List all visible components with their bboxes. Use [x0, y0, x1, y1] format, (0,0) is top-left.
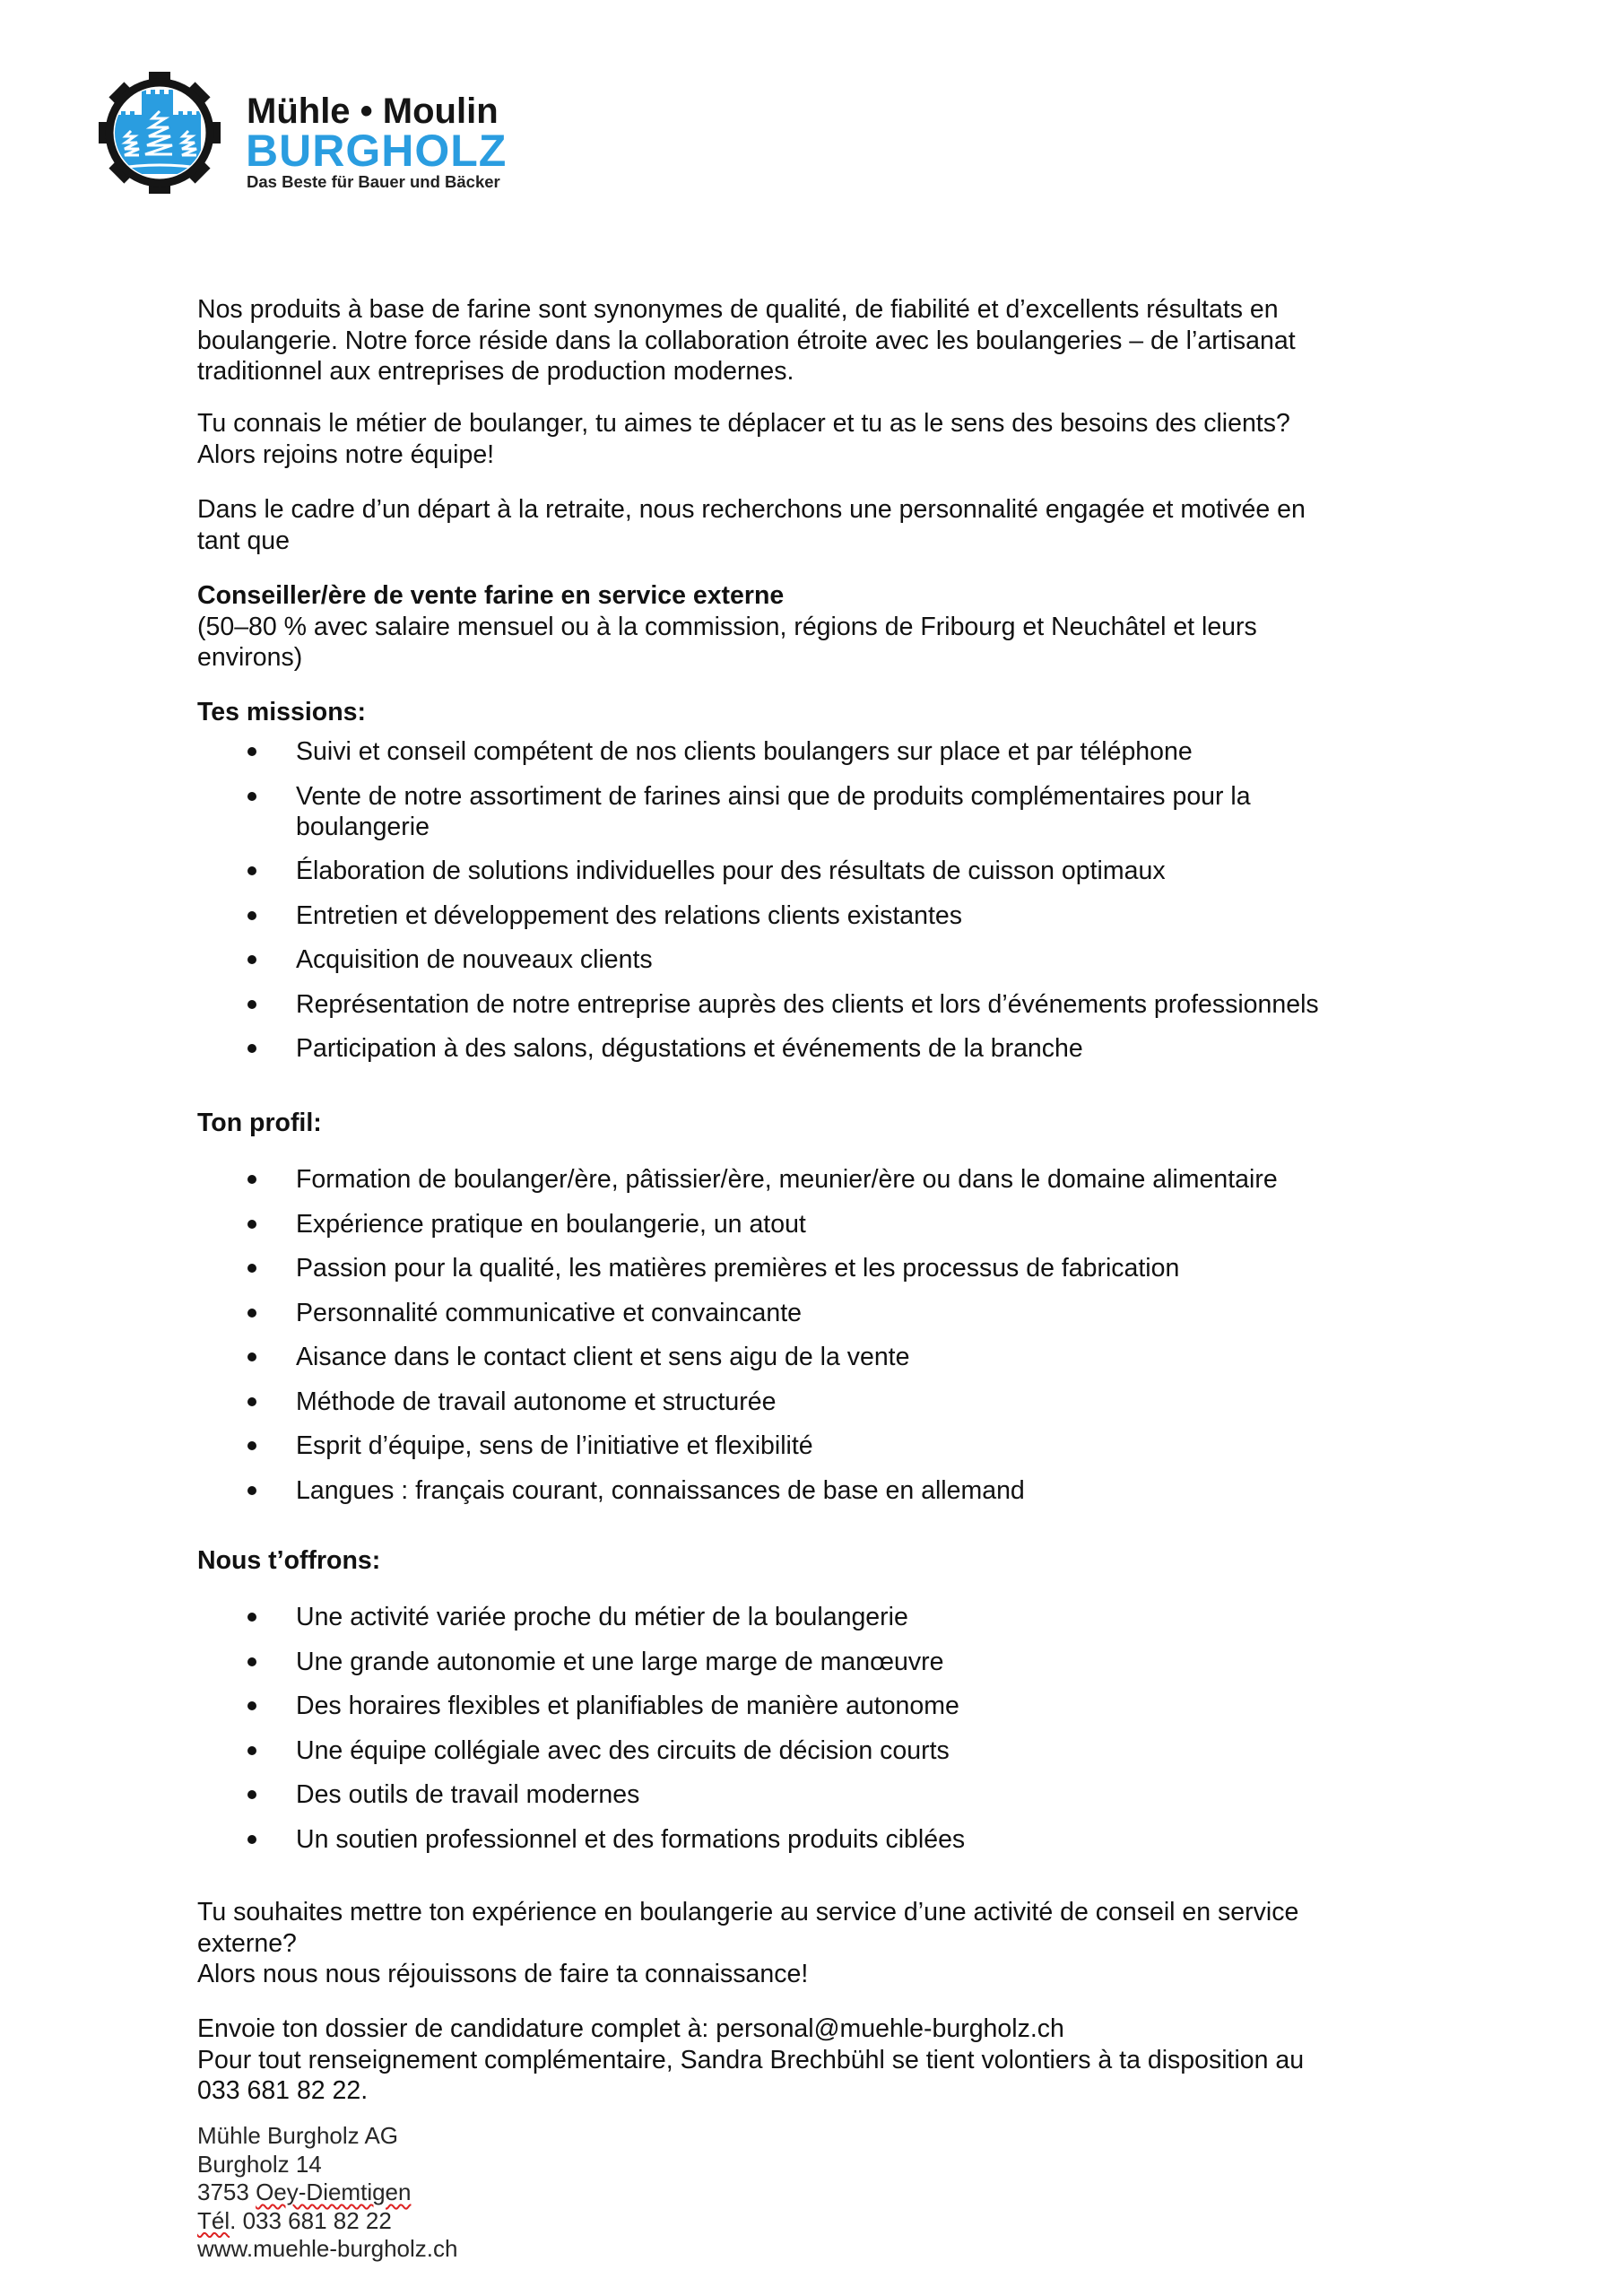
list-item: Acquisition de nouveaux clients: [197, 944, 1435, 975]
list-item: Participation à des salons, dégustations et événements de la branche: [197, 1033, 1435, 1064]
bullet-icon: [247, 1441, 256, 1450]
email-link[interactable]: personal@muehle-burgholz.ch: [716, 2014, 1064, 2043]
bullet-icon: [247, 866, 256, 875]
bullet-icon: [247, 1264, 256, 1273]
text-line: externe?: [197, 1928, 297, 1958]
bullet-icon: [247, 1701, 256, 1710]
profile-heading: Ton profil:: [197, 1109, 322, 1137]
text-line: Alors rejoins notre équipe!: [197, 439, 495, 469]
list-item: Personnalité communicative et convaincante: [197, 1298, 1435, 1328]
job-details-line: environs): [197, 643, 303, 672]
list-item: Langues : français courant, connaissances de base en allemand: [197, 1475, 1435, 1506]
missions-heading: Tes missions:: [197, 698, 366, 726]
bullet-icon: [247, 1309, 256, 1318]
footer-phone: Tél. 033 681 82 22: [197, 2206, 392, 2234]
logo-title: Mühle • Moulin: [247, 91, 499, 131]
bullet-icon: [247, 1835, 256, 1844]
apply-text: Envoie ton dossier de candidature complet à:: [197, 2014, 716, 2043]
footer-tel-label: Tél: [197, 2206, 230, 2234]
list-item: Suivi et conseil compétent de nos clients boulangers sur place et par téléphone: [197, 736, 1435, 767]
list-item: Des outils de travail modernes: [197, 1779, 1435, 1810]
list-item: Un soutien professionnel et des formations produits ciblées: [197, 1824, 1435, 1855]
phone-line: 033 681 82 22.: [197, 2076, 369, 2105]
text-line: Nos produits à base de farine sont synonymes de qualité, de fiabilité et d’excellents résultats en: [197, 295, 1279, 324]
footer-website-link[interactable]: www.muehle-burgholz.ch: [197, 2235, 458, 2262]
list-item: Formation de boulanger/ère, pâtissier/ère, meunier/ère ou dans le domaine alimentaire: [197, 1164, 1435, 1195]
text-line: boulangerie. Notre force réside dans la collaboration étroite avec les boulangeries – de l’artisanat: [197, 326, 1296, 355]
list-item: Méthode de travail autonome et structurée: [197, 1387, 1435, 1417]
bullet-icon: [247, 1352, 256, 1361]
closing-paragraph: [197, 1897, 1435, 1990]
list-item: Aisance dans le contact client et sens aigu de la vente: [197, 1342, 1435, 1372]
intro-paragraph-2: [197, 408, 1435, 470]
list-item: Représentation de notre entreprise auprès des clients et lors d’événements professionnels: [197, 989, 1435, 1020]
footer-city-line: 3753 Oey-Diemtigen: [197, 2179, 412, 2205]
footer-city: Oey-Diemtigen: [256, 2179, 412, 2205]
list-item: Une grande autonomie et une large marge de manœuvre: [197, 1647, 1435, 1677]
bullet-icon: [247, 792, 256, 801]
list-item: Une activité variée proche du métier de la boulangerie: [197, 1602, 1435, 1632]
footer-address: [197, 2122, 457, 2264]
bullet-icon: [247, 1397, 256, 1406]
footer-street: Burgholz 14: [197, 2150, 322, 2178]
bullet-icon: [247, 1000, 256, 1009]
job-title: Conseiller/ère de vente farine en service externe: [197, 581, 785, 610]
bullet-icon: [247, 955, 256, 964]
missions-list: [197, 736, 1435, 1078]
logo-tagline: Das Beste für Bauer und Bäcker: [247, 172, 500, 191]
text-line: Tu souhaites mettre ton expérience en boulangerie au service d’une activité de conseil en service: [197, 1898, 1299, 1926]
text-line: Dans le cadre d’un départ à la retraite, nous recherchons une personnalité engagée et motivée en: [197, 495, 1306, 524]
apply-line: [197, 2013, 1435, 2045]
text-line: tant que: [197, 526, 291, 555]
bullet-icon: [247, 747, 256, 756]
bullet-icon: [247, 1486, 256, 1495]
bullet-icon: [247, 1613, 256, 1622]
list-item: Élaboration de solutions individuelles pour des résultats de cuisson optimaux: [197, 856, 1435, 886]
intro-paragraph-3: [197, 494, 1435, 556]
intro-paragraph-1: [197, 294, 1435, 387]
profile-list: [197, 1164, 1435, 1519]
offer-list: [197, 1602, 1435, 1868]
logo-brand: BURGHOLZ: [246, 126, 508, 176]
job-title-block: [197, 580, 1435, 674]
text-line: traditionnel aux entreprises de production modernes.: [197, 357, 794, 386]
offer-heading: Nous t’offrons:: [197, 1546, 381, 1575]
list-item: Vente de notre assortiment de farines ainsi que de produits complémentaires pour la boulangerie: [197, 781, 1435, 842]
bullet-icon: [247, 1175, 256, 1184]
list-item: Passion pour la qualité, les matières premières et les processus de fabrication: [197, 1253, 1435, 1283]
company-logo: [97, 70, 518, 196]
bullet-icon: [247, 1044, 256, 1053]
list-item: Expérience pratique en boulangerie, un atout: [197, 1209, 1435, 1239]
bullet-icon: [247, 1220, 256, 1229]
bullet-icon: [247, 1790, 256, 1799]
bullet-icon: [247, 1657, 256, 1666]
text-line: Pour tout renseignement complémentaire, Sandra Brechbühl se tient volontiers à ta disposition au: [197, 2045, 1305, 2074]
list-item: Esprit d’équipe, sens de l’initiative et flexibilité: [197, 1431, 1435, 1461]
text-line: Alors nous nous réjouissons de faire ta connaissance!: [197, 1960, 809, 1988]
list-item: Entretien et développement des relations clients existantes: [197, 900, 1435, 931]
job-details-line: (50–80 % avec salaire mensuel ou à la commission, régions de Fribourg et Neuchâtel et leurs: [197, 612, 1257, 641]
list-item: Une équipe collégiale avec des circuits de décision courts: [197, 1735, 1435, 1766]
castle-gear-emblem-icon: [97, 70, 222, 196]
bullet-icon: [247, 1746, 256, 1755]
text-line: Tu connais le métier de boulanger, tu aimes te déplacer et tu as le sens des besoins des clients?: [197, 409, 1290, 438]
list-item: Des horaires flexibles et planifiables de manière autonome: [197, 1691, 1435, 1721]
bullet-icon: [247, 911, 256, 920]
contact-paragraph: [197, 2013, 1435, 2107]
footer-company: Mühle Burgholz AG: [197, 2122, 399, 2149]
